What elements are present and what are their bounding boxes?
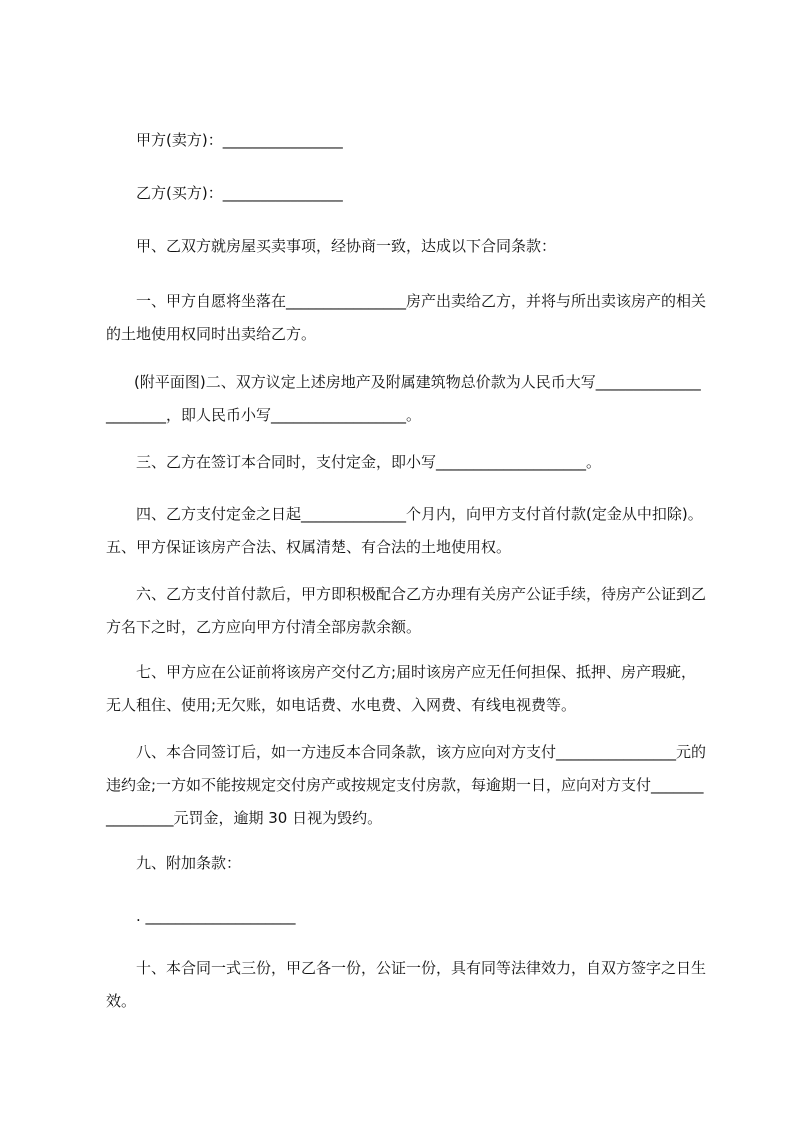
clause-6: 六、乙方支付首付款后，甲方即积极配合乙方办理有关房产公证手续，待房产公证到乙方名下之时，乙方应向甲方付清全部房款余额。 bbox=[106, 585, 707, 636]
party-a-line: 甲方(卖方)：________________ bbox=[136, 131, 343, 149]
clause-7: 七、甲方应在公证前将该房产交付乙方;届时该房产应无任何担保、抵押、房产瑕疵，无人租住、使用;无欠账，如电话费、水电费、入网费、有线电视费等。 bbox=[106, 663, 697, 714]
clause-2: (附平面图)二、双方议定上述房地产及附属建筑物总价款为人民币大写______________________，即人民币小写__________________。 bbox=[106, 373, 701, 424]
clause-10: 十、本合同一式三份，甲乙各一份，公证一份，具有同等法律效力，自双方签字之日生效。 bbox=[106, 959, 707, 1010]
clause-9: 九、附加条款： bbox=[136, 854, 242, 872]
clause-4-5: 四、乙方支付定金之日起______________个月内，向甲方支付首付款(定金从中扣除)。五、甲方保证该房产合法、权属清楚、有合法的土地使用权。 bbox=[106, 505, 703, 556]
clause-1: 一、甲方自愿将坐落在________________房产出卖给乙方，并将与所出卖该房产的相关的土地使用权同时出卖给乙方。 bbox=[106, 292, 707, 343]
clause-3: 三、乙方在签订本合同时，支付定金，即小写____________________。 bbox=[136, 453, 602, 471]
party-b-line: 乙方(买方)：________________ bbox=[136, 184, 343, 202]
clause-9-blank-line: . ____________________ bbox=[136, 907, 296, 925]
contract-intro: 甲、乙双方就房屋买卖事项，经协商一致，达成以下合同条款： bbox=[136, 237, 557, 255]
clause-8: 八、本合同签订后，如一方违反本合同条款，该方应向对方支付________________元的违约金;一方如不能按规定交付房产或按规定支付房款，每逾期一日，应向对方支付________________元罚金，逾期 30 日视为毁约。 bbox=[106, 743, 707, 827]
